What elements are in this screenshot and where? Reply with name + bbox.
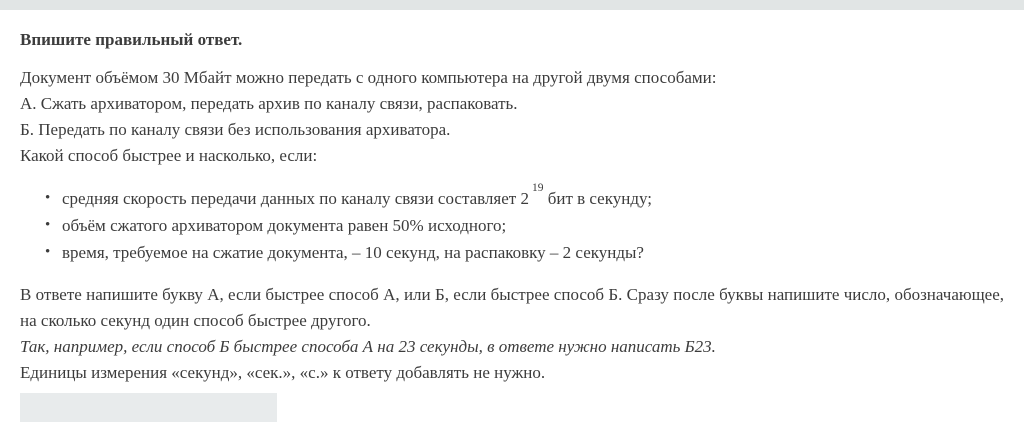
instructions-example: Так, например, если способ Б быстрее способа А на 23 секунды, в ответе нужно написать Б23. [20, 337, 716, 356]
list-item-speed [62, 182, 1004, 212]
list-item-compression [62, 212, 1004, 239]
intro-line-3: Б. Передать по каналу связи без использования архиватора. [20, 120, 451, 139]
answer-input[interactable] [20, 393, 277, 422]
answer-instructions [20, 282, 1004, 386]
bullet-text: время, требуемое на сжатие документа, – 10 секунд, на распаковку – 2 секунды? [62, 243, 644, 262]
exponent: 19 [531, 182, 544, 195]
question-page [0, 27, 1024, 422]
bullet-text-pre: средняя скорость передачи данных по каналу связи составляет 2 [62, 189, 529, 208]
instructions-units: Единицы измерения «секунд», «сек.», «с.» к ответу добавлять не нужно. [20, 363, 546, 382]
question-prompt: Впишите правильный ответ. [20, 30, 243, 49]
bullet-text: объём сжатого архиватором документа равен 50% исходного; [62, 216, 507, 235]
instructions-main: В ответе напишите букву А, если быстрее способ А, или Б, если быстрее способ Б. Сразу после буквы напишите число, обозначающее, на сколько секунд один способ быстрее другого. [20, 285, 1004, 330]
top-bar [0, 0, 1024, 10]
intro-line-2: А. Сжать архиватором, передать архив по каналу связи, распаковать. [20, 94, 518, 113]
question-text [20, 65, 1004, 169]
intro-line-1: Документ объёмом 30 Мбайт можно передать с одного компьютера на другой двумя способами: [20, 68, 717, 87]
conditions-list [20, 182, 1004, 266]
bullet-text-post: бит в секунду; [543, 189, 652, 208]
intro-line-4: Какой способ быстрее и насколько, если: [20, 146, 318, 165]
list-item-time [62, 239, 1004, 266]
